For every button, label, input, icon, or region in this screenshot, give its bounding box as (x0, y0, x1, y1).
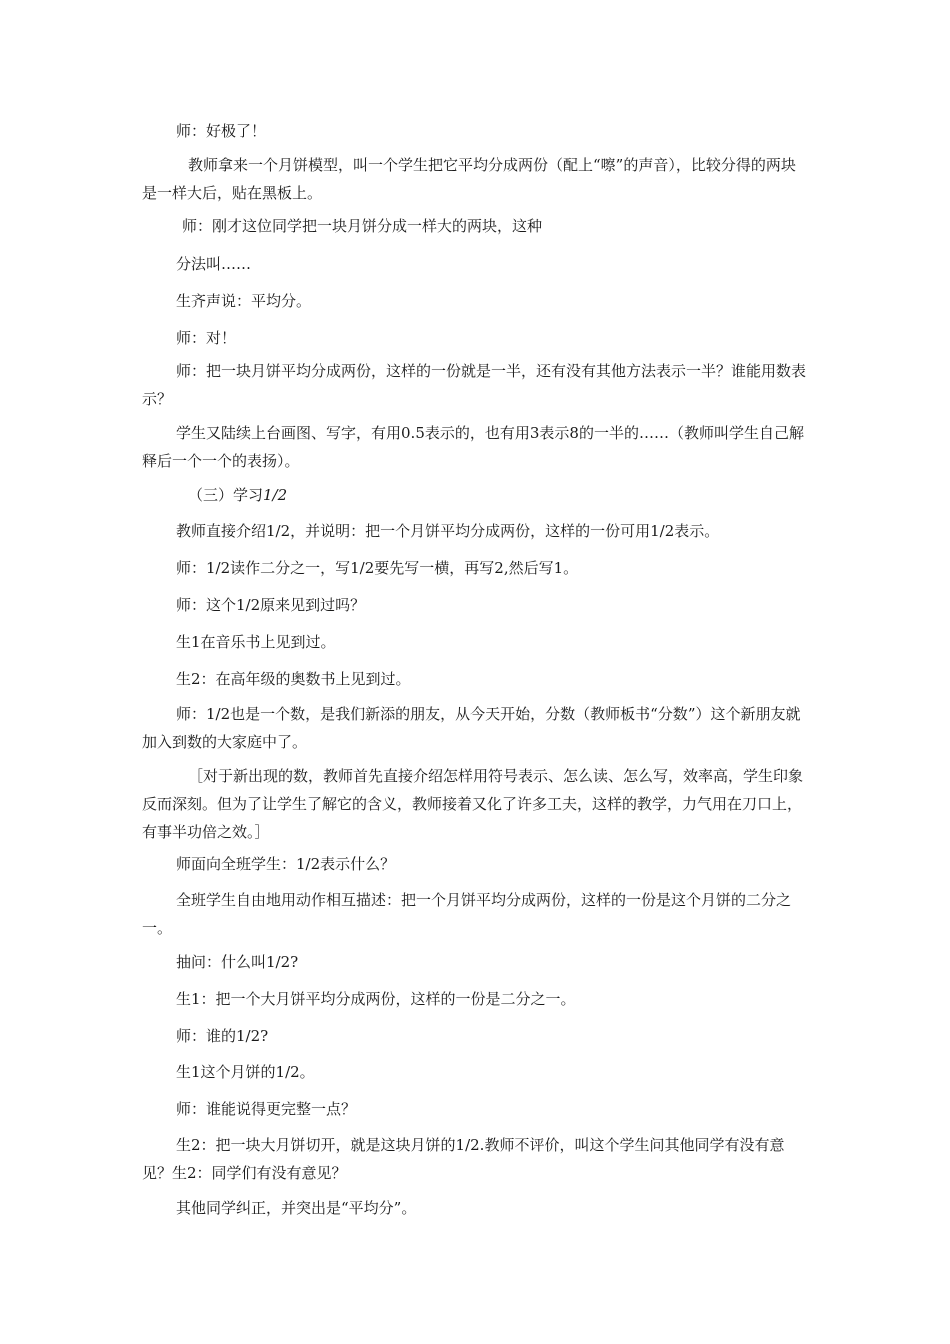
paragraph-6: 师：对！ (176, 329, 237, 347)
paragraph-13: 生2：在高年级的奥数书上见到过。 (176, 670, 411, 688)
paragraph-5: 生齐声说：平均分。 (176, 292, 312, 310)
section-heading (142, 481, 810, 509)
paragraph-4: 分法叫…… (176, 255, 252, 273)
paragraph-7: 师：把一块月饼平均分成两份，这样的一份就是一半，还有没有其他方法表示一半？谁能用数表示？ (142, 362, 807, 408)
paragraph-18: 生1：把一个大月饼平均分成两份，这样的一份是二分之一。 (176, 990, 576, 1008)
paragraph-1: 师：好极了！ (176, 122, 267, 140)
paragraph-22: 生2：把一块大月饼切开，就是这块月饼的1/2.教师不评价，叫这个学生问其他同学有没有意见？生2：同学们有没有意见？ (142, 1136, 785, 1182)
paragraph-19: 师：谁的1/2? (176, 1027, 269, 1045)
paragraph-16: 全班学生自由地用动作相互描述：把一个月饼平均分成两份，这样的一份是这个月饼的二分之一。 (142, 891, 792, 937)
paragraph-11: 师：这个1/2原来见到过吗？ (176, 596, 366, 614)
paragraph-17: 抽问：什么叫1/2? (176, 953, 299, 971)
paragraph-10: 师：1/2读作二分之一，写1/2要先写一横，再写2,然后写1。 (176, 559, 579, 577)
section-heading-fraction: 1/2 (263, 486, 288, 504)
paragraph-3: 师：刚才这位同学把一块月饼分成一样大的两块，这种 (182, 217, 543, 235)
paragraph-21: 师：谁能说得更完整一点？ (176, 1100, 357, 1118)
paragraph-14: 师：1/2也是一个数，是我们新添的朋友，从今天开始，分数（教师板书“分数”）这个新朋友就加入到数的大家庭中了。 (142, 705, 801, 751)
paragraph-2: 教师拿来一个月饼模型，叫一个学生把它平均分成两份（配上“嚓”的声音），比较分得的两块是一样大后，贴在黑板上。 (142, 156, 796, 202)
paragraph-8: 学生又陆续上台画图、写字，有用0.5表示的，也有用3表示8的一半的……（教师叫学生自己解释后一个一个的表扬）。 (142, 424, 804, 470)
paragraph-15: 师面向全班学生：1/2表示什么？ (176, 855, 396, 873)
section-heading-label: （三）学习 (188, 486, 264, 504)
commentary-paragraph: ［对于新出现的数，教师首先直接介绍怎样用符号表示、怎么读、怎么写，效率高，学生印象反而深刻。但为了让学生了解它的含义，教师接着又化了许多工夫，这样的教学，力气用在刀口上，有事半功倍之效。］ (142, 767, 804, 841)
paragraph-20: 生1这个月饼的1/2。 (176, 1063, 315, 1081)
paragraph-23: 其他同学纠正，并突出是“平均分”。 (176, 1199, 417, 1217)
paragraph-9: 教师直接介绍1/2，并说明：把一个月饼平均分成两份，这样的一份可用1/2表示。 (176, 522, 720, 540)
paragraph-12: 生1在音乐书上见到过。 (176, 633, 336, 651)
